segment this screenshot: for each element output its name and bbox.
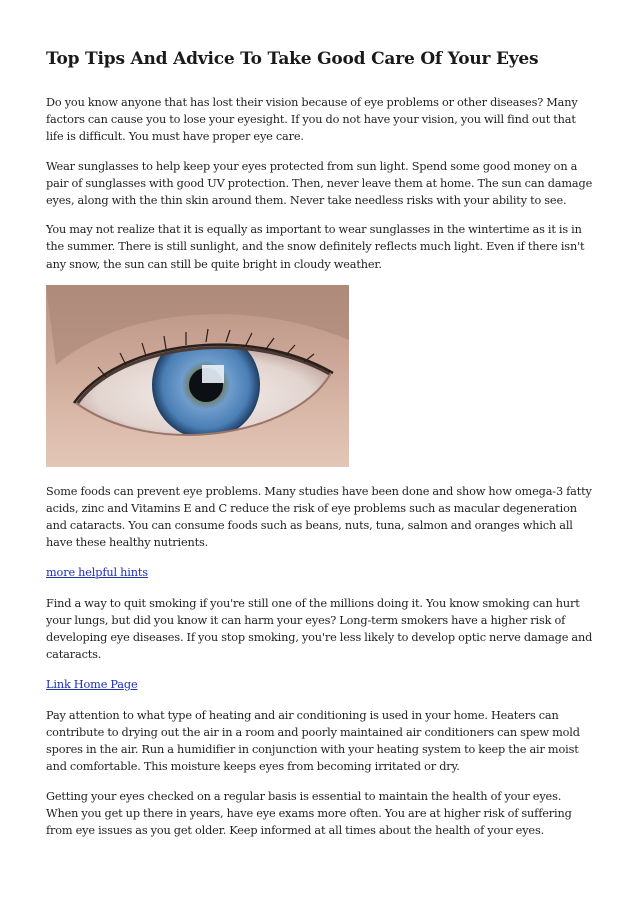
document-page [46,48,594,851]
link-home-page[interactable]: Link Home Page [46,677,138,691]
link-paragraph-1 [46,564,594,581]
paragraph-winter: You may not realize that it is equally as important to wear sunglasses in the wintertime as it is in the summer. There is still sunlight, and the snow definitely reflects much light. Even if there isn't any snow, the sun can still be quite bright in cloudy weather. [46,223,585,271]
eye-photo [46,285,349,467]
paragraph-smoking: Find a way to quit smoking if you're still one of the millions doing it. You know smoking can hurt your lungs, but did you know it can harm your eyes? Long-term smokers have a higher risk of developing eye diseases. If you stop smoking, you're less likely to develop optic nerve damage and cataracts. [46,596,593,662]
paragraph-heating: Pay attention to what type of heating and air conditioning is used in your home. Heaters can contribute to drying out the air in a room and poorly maintained air conditioners can spew mold spores in the air. Run a humidifier in conjunction with your heating system to keep the air moist and comfortable. This moisture keeps eyes from becoming irritated or dry. [46,708,580,774]
link-paragraph-2 [46,676,594,693]
paragraph-foods: Some foods can prevent eye problems. Many studies have been done and show how omega-3 fatty acids, zinc and Vitamins E and C reduce the risk of eye problems such as macular degeneration and cataracts. You can consume foods such as beans, nuts, tuna, salmon and oranges which all have these healthy nutrients. [46,484,592,550]
more-helpful-hints-link[interactable]: more helpful hints [46,565,148,579]
page-title: Top Tips And Advice To Take Good Care Of Your Eyes [46,49,539,69]
paragraph-sunglasses: Wear sunglasses to help keep your eyes protected from sun light. Spend some good money on a pair of sunglasses with good UV protection. Then, never leave them at home. The sun can damage eyes, along with the thin skin around them. Never take needless risks with your ability to see. [46,159,593,208]
paragraph-intro: Do you know anyone that has lost their vision because of eye problems or other diseases? Many factors can cause you to lose your eyesight. If you do not have your vision, you will find out that life is difficult. You must have proper eye care. [46,96,578,144]
paragraph-checkups: Getting your eyes checked on a regular basis is essential to maintain the health of your eyes. When you get up there in years, have eye exams more often. You are at higher risk of suffering from eye issues as you get older. Keep informed at all times about the health of your eyes. [46,789,572,838]
